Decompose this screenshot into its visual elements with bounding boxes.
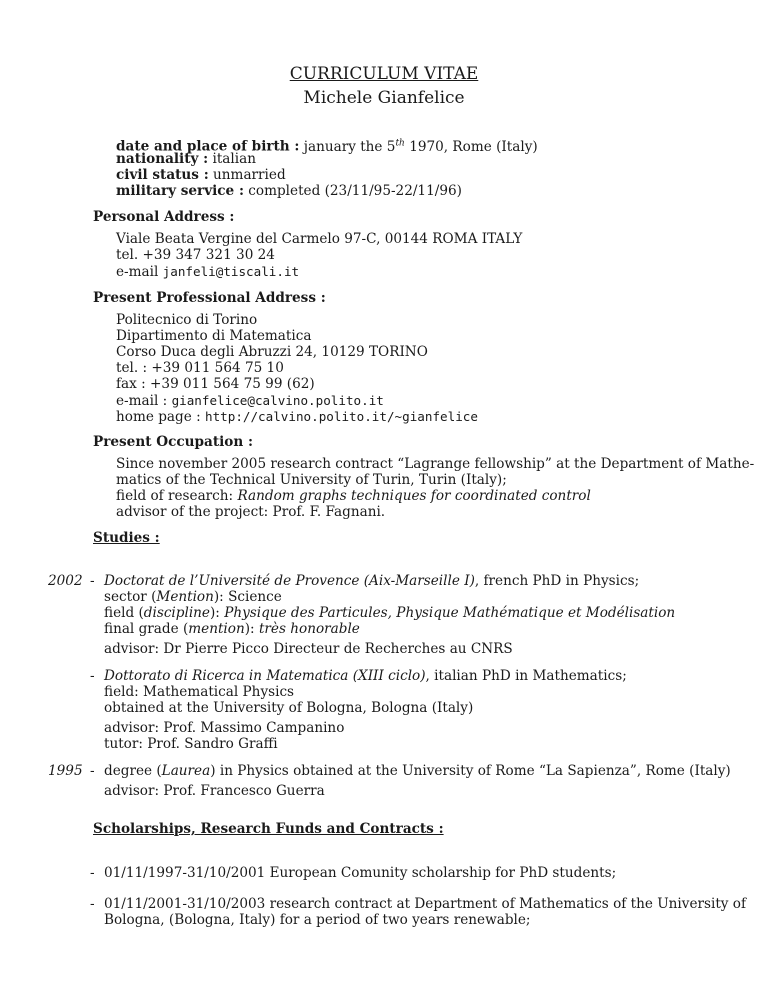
- dash: -: [90, 668, 95, 684]
- phd2-field: field: Mathematical Physics: [104, 684, 295, 700]
- nationality-label: nationality :: [116, 151, 209, 167]
- occupation-heading: Present Occupation :: [93, 434, 253, 450]
- dash: -: [90, 763, 95, 779]
- dash: -: [90, 573, 95, 589]
- professional-address-heading: Present Professional Address :: [93, 290, 326, 306]
- military-value: completed (23/11/95-22/11/96): [248, 183, 462, 199]
- scholarship-item-1: 01/11/1997-31/10/2001 European Comunity scholarship for PhD students;: [104, 865, 617, 881]
- prof-email-row: e-mail : gianfelice@calvino.polito.it: [116, 393, 384, 409]
- personal-address-heading: Personal Address :: [93, 209, 235, 225]
- studies-heading: Studies :: [93, 530, 160, 546]
- prof-line2: Dipartimento di Matematica: [116, 328, 312, 344]
- phd1-grade: final grade (mention): très honorable: [104, 621, 360, 637]
- occupation-line2: matics of the Technical University of Turin, Turin (Italy);: [116, 472, 507, 488]
- phd2-line: Dottorato di Ricerca in Matematica (XIII ciclo), italian PhD in Mathematics;: [104, 668, 627, 684]
- prof-fax: fax : +39 011 564 75 99 (62): [116, 376, 315, 392]
- prof-line1: Politecnico di Torino: [116, 312, 258, 328]
- scholarships-heading: Scholarships, Research Funds and Contracts :: [93, 821, 444, 837]
- birth-value: january the 5th 1970, Rome (Italy): [303, 138, 538, 155]
- scholarship-item-2-line2: Bologna, (Bologna, Italy) for a period of two years renewable;: [104, 912, 531, 928]
- cv-title: CURRICULUM VITAE: [289, 64, 479, 84]
- personal-email-link[interactable]: janfeli@tiscali.it: [162, 264, 300, 279]
- personal-tel: tel. +39 347 321 30 24: [116, 247, 275, 263]
- nationality-row: [116, 151, 256, 168]
- degree-line: degree (Laurea) in Physics obtained at the University of Rome “La Sapienza”, Rome (Italy): [104, 763, 731, 779]
- degree-advisor: advisor: Prof. Francesco Guerra: [104, 783, 325, 799]
- phd1-advisor: advisor: Dr Pierre Picco Directeur de Recherches au CNRS: [104, 641, 513, 657]
- personal-email-row: e-mail janfeli@tiscali.it: [116, 264, 300, 280]
- prof-tel: tel. : +39 011 564 75 10: [116, 360, 284, 376]
- occupation-line1: Since november 2005 research contract “Lagrange fellowship” at the Department of Mathe-: [116, 456, 755, 472]
- occupation-advisor: advisor of the project: Prof. F. Fagnani.: [116, 504, 386, 520]
- civil-status-value: unmarried: [213, 167, 286, 183]
- occupation-field: field of research: Random graphs techniques for coordinated control: [116, 488, 591, 504]
- dash: -: [90, 865, 95, 881]
- civil-status-label: civil status :: [116, 167, 209, 183]
- phd2-obtained: obtained at the University of Bologna, Bologna (Italy): [104, 700, 474, 716]
- year-1995: 1995: [48, 763, 83, 779]
- phd1-sector: sector (Mention): Science: [104, 589, 282, 605]
- dash: -: [90, 896, 95, 912]
- prof-home-row: home page : http://calvino.polito.it/~gianfelice: [116, 409, 478, 425]
- military-row: [116, 183, 462, 200]
- year-2002: 2002: [48, 573, 83, 589]
- phd1-field: field (discipline): Physique des Particules, Physique Mathématique et Modélisation: [104, 605, 676, 621]
- nationality-value: italian: [212, 151, 256, 167]
- person-name: Michele Gianfelice: [303, 88, 465, 108]
- phd1-line: Doctorat de l’Université de Provence (Aix-Marseille I), french PhD in Physics;: [104, 573, 640, 589]
- prof-line3: Corso Duca degli Abruzzi 24, 10129 TORINO: [116, 344, 428, 360]
- military-label: military service :: [116, 183, 244, 199]
- scholarship-item-2-line1: 01/11/2001-31/10/2003 research contract at Department of Mathematics of the University of: [104, 896, 746, 912]
- prof-email-link[interactable]: gianfelice@calvino.polito.it: [171, 393, 384, 408]
- phd2-tutor: tutor: Prof. Sandro Graffi: [104, 736, 278, 752]
- birth-label: date and place of birth :: [116, 138, 300, 155]
- personal-street: Viale Beata Vergine del Carmelo 97-C, 00144 ROMA ITALY: [116, 231, 523, 247]
- prof-homepage-link[interactable]: http://calvino.polito.it/~gianfelice: [204, 409, 478, 424]
- phd2-advisor: advisor: Prof. Massimo Campanino: [104, 720, 345, 736]
- civil-status-row: [116, 167, 286, 184]
